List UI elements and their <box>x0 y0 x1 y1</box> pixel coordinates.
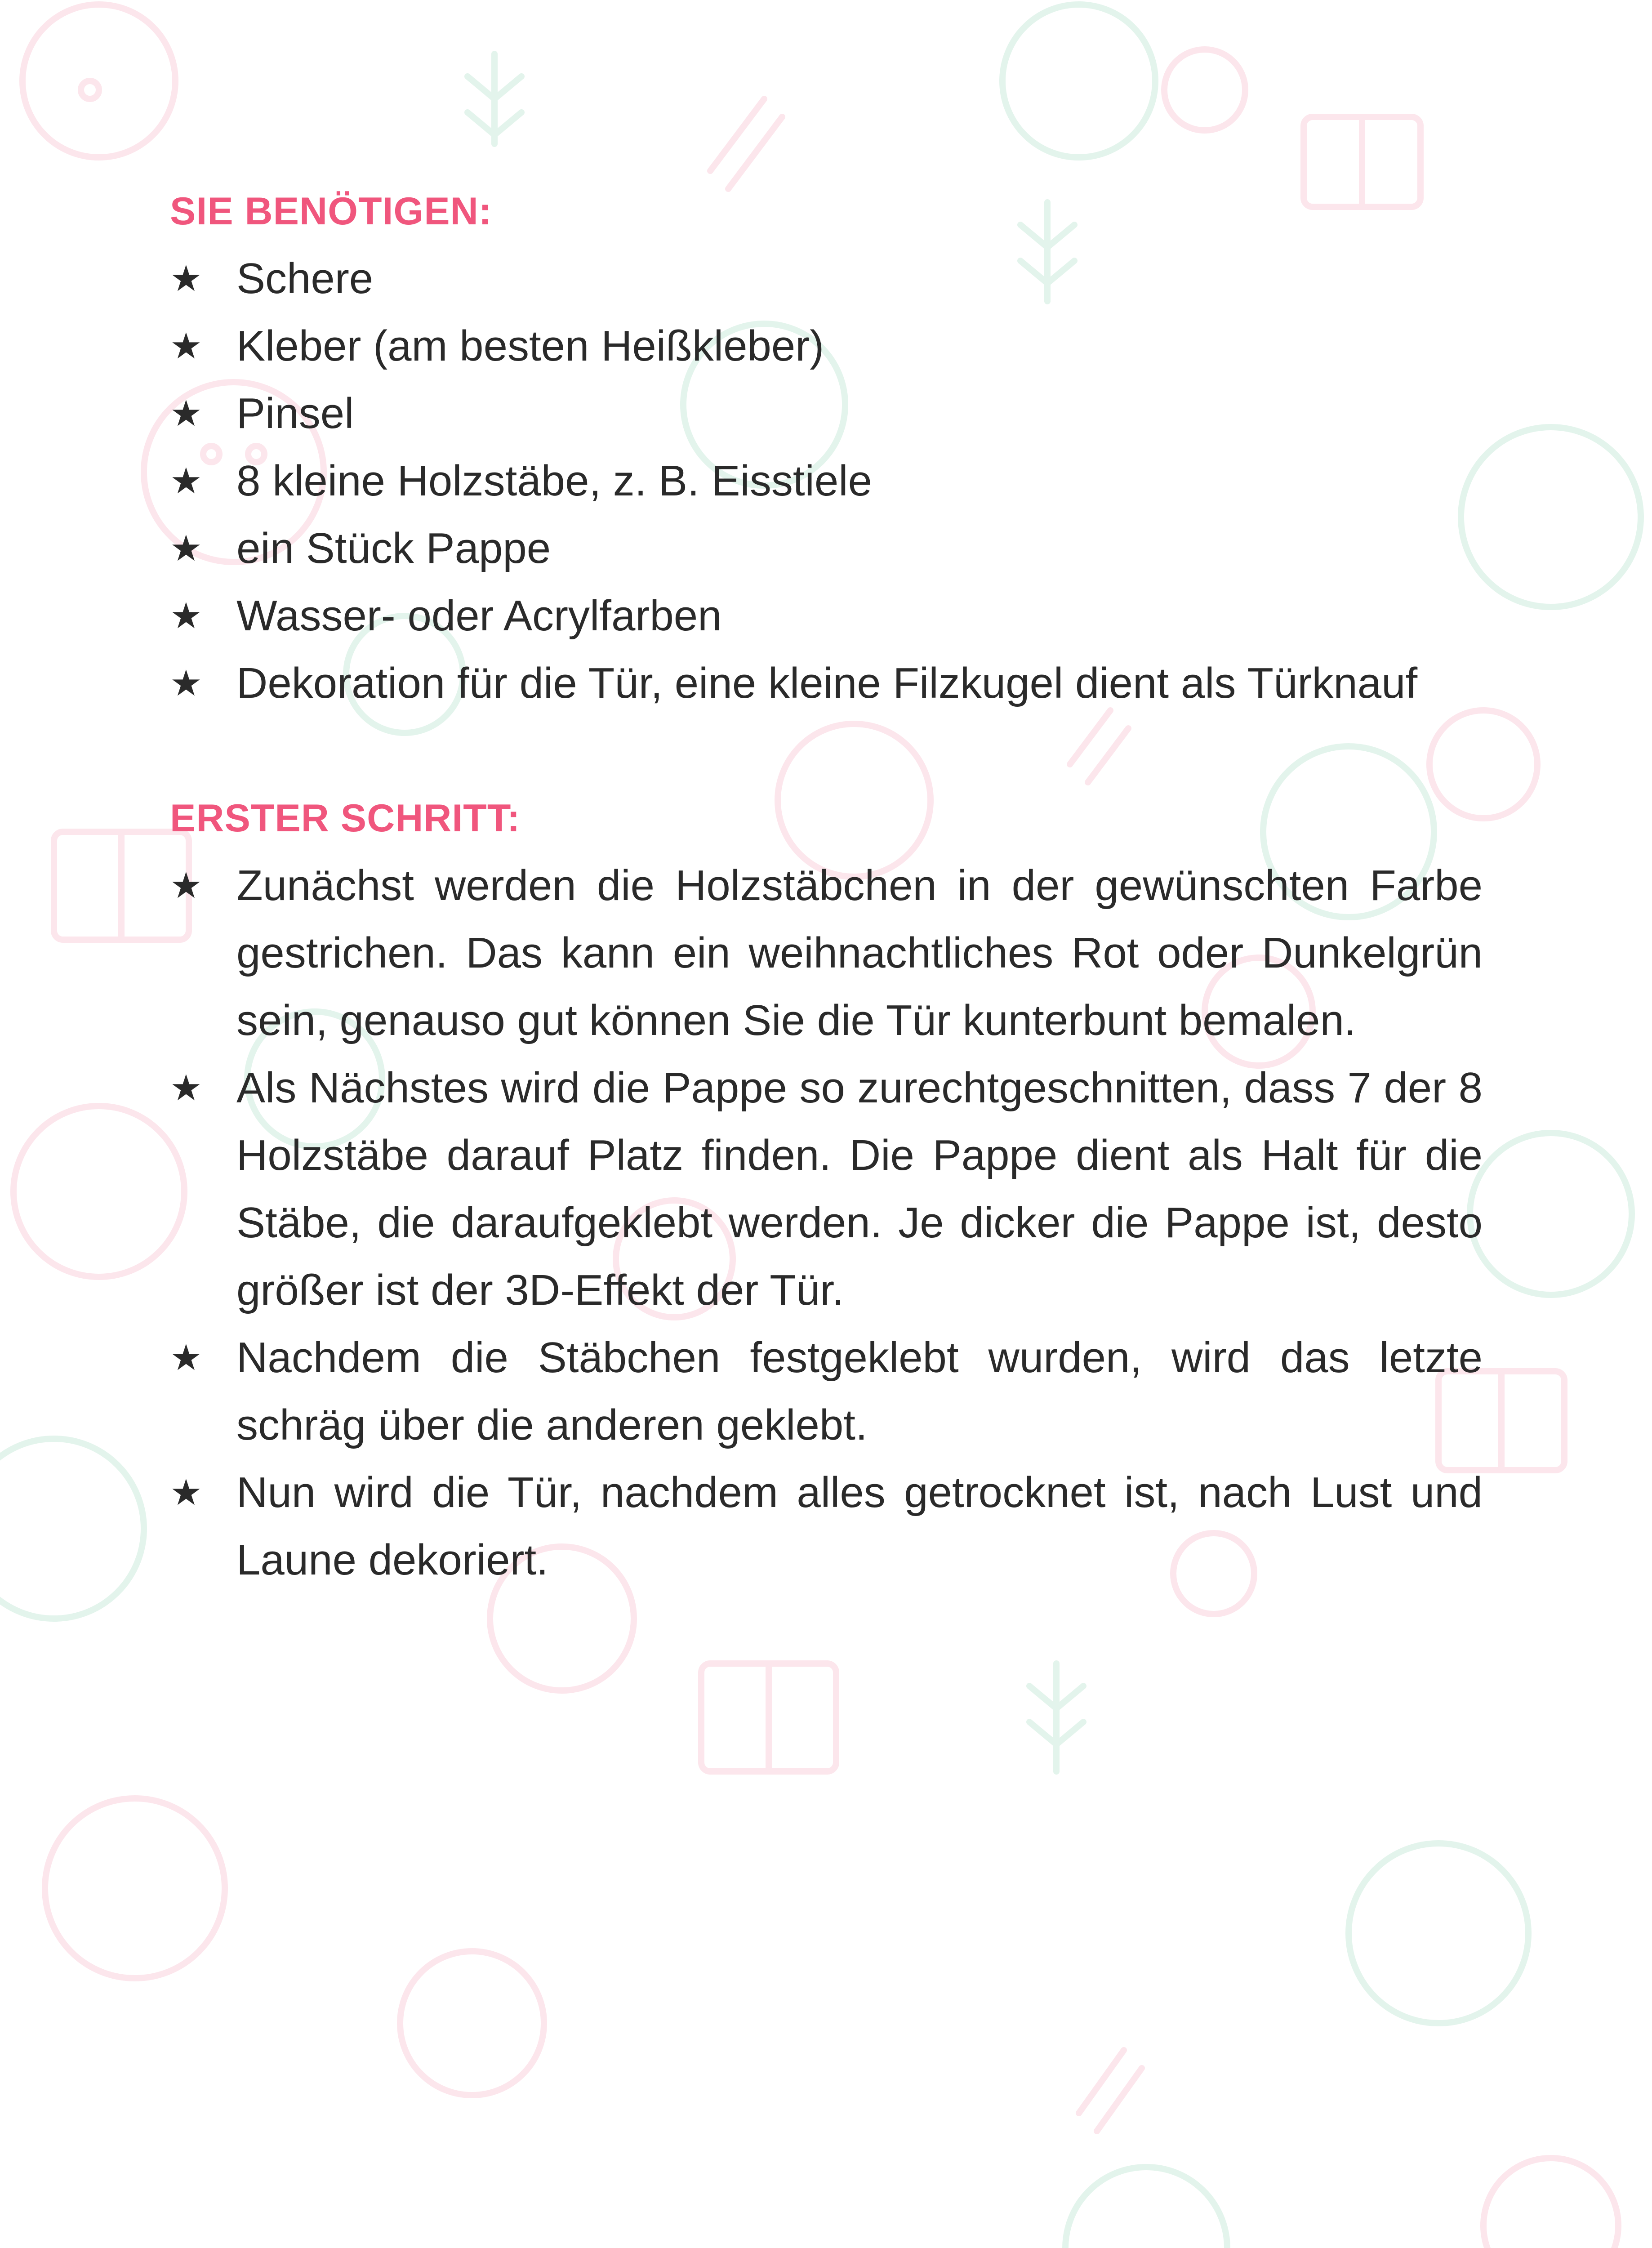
step1-list <box>170 852 1483 1594</box>
list-item <box>170 380 1483 447</box>
list-item <box>170 1459 1483 1594</box>
star-icon: ★ <box>170 528 202 568</box>
star-icon: ★ <box>170 596 202 636</box>
star-icon: ★ <box>170 1338 202 1378</box>
list-item-text: Zunächst werden die Holzstäbchen in der gewünschten Farbe gestrichen. Das kann ein weihnachtliches Rot oder Dunkelgrün sein, genauso gut können Sie die Tür kunterbunt bemalen. <box>236 861 1483 1044</box>
list-item-text: Nun wird die Tür, nachdem alles getrocknet ist, nach Lust und Laune dekoriert. <box>236 1468 1483 1584</box>
list-item <box>170 582 1483 650</box>
star-icon: ★ <box>170 663 202 703</box>
list-item <box>170 650 1483 717</box>
section-spacer <box>170 717 1483 785</box>
step1-heading: ERSTER SCHRITT: <box>170 797 521 840</box>
list-item-text: Als Nächstes wird die Pappe so zurechtgeschnitten, dass 7 der 8 Holzstäbe darauf Platz finden. Die Pappe dient als Halt für die Stäbe, die daraufgeklebt werden. Je dicker die Pappe ist, desto größer ist der 3D-Effekt der Tür. <box>236 1064 1483 1314</box>
list-item <box>170 1324 1483 1459</box>
list-item <box>170 1054 1483 1324</box>
list-item <box>170 515 1483 582</box>
star-icon: ★ <box>170 865 202 905</box>
list-item-text: 8 kleine Holzstäbe, z. B. Eisstiele <box>236 457 872 505</box>
list-item <box>170 852 1483 1054</box>
materials-heading: SIE BENÖTIGEN: <box>170 190 492 233</box>
list-item <box>170 245 1483 312</box>
star-icon: ★ <box>170 1472 202 1512</box>
list-item <box>170 447 1483 515</box>
list-item-text: Wasser- oder Acrylfarben <box>236 592 722 640</box>
star-icon: ★ <box>170 1068 202 1108</box>
list-item-text: Schere <box>236 254 374 303</box>
list-item-text: Nachdem die Stäbchen festgeklebt wurden, wird das letzte schräg über die anderen geklebt. <box>236 1334 1483 1449</box>
star-icon: ★ <box>170 393 202 433</box>
list-item-text: Pinsel <box>236 389 354 437</box>
page-content <box>170 178 1483 1594</box>
list-item-text: ein Stück Pappe <box>236 524 551 572</box>
materials-list <box>170 245 1483 717</box>
list-item <box>170 312 1483 380</box>
list-item-text: Dekoration für die Tür, eine kleine Filzkugel dient als Türknauf <box>236 659 1418 707</box>
star-icon: ★ <box>170 326 202 366</box>
list-item-text: Kleber (am besten Heißkleber) <box>236 322 824 370</box>
star-icon: ★ <box>170 461 202 501</box>
star-icon: ★ <box>170 259 202 299</box>
